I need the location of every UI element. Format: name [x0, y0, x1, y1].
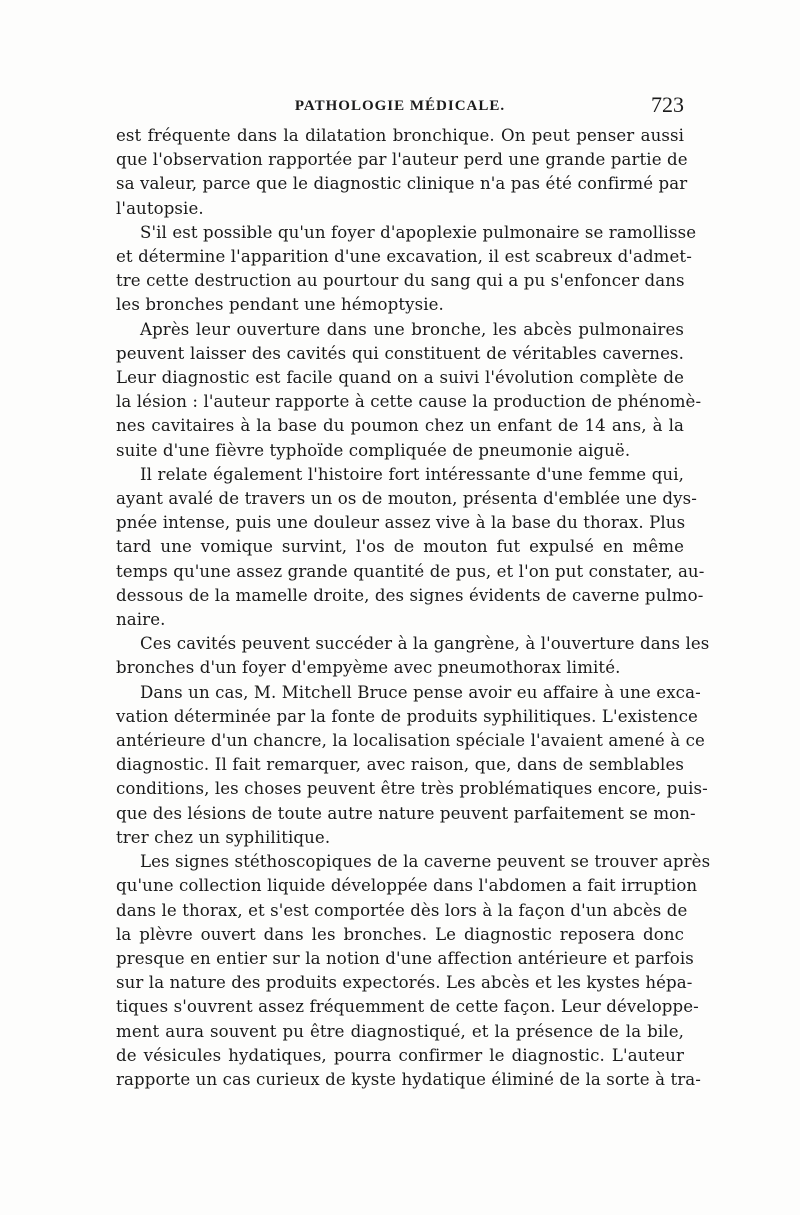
- text-line: dessous de la mamelle droite, des signes évidents de caverne pulmo-: [116, 585, 704, 605]
- text-line: Il relate également l'histoire fort intéressante d'une femme qui,: [140, 464, 684, 484]
- text-line: suite d'une fièvre typhoïde compliquée de pneumonie aiguë.: [116, 440, 631, 460]
- text-line: pnée intense, puis une douleur assez vive à la base du thorax. Plus: [116, 513, 686, 533]
- text-line: presque en entier sur la notion d'une affection antérieure et parfois: [116, 948, 694, 968]
- text-line: Ces cavités peuvent succéder à la gangrène, à l'ouverture dans les: [140, 634, 710, 654]
- text-line: sa valeur, parce que le diagnostic clinique n'a pas été confirmé par: [116, 174, 688, 194]
- paragraph-4: [116, 463, 705, 632]
- text-line: temps qu'une assez grande quantité de pus, et l'on put constater, au-: [116, 561, 705, 581]
- text-line: bronches d'un foyer d'empyème avec pneumothorax limité.: [116, 658, 621, 678]
- text-line: ment aura souvent pu être diagnostiqué, et la présence de la bile,: [116, 1021, 684, 1041]
- text-line: tre cette destruction au pourtour du sang qui a pu s'enfoncer dans: [116, 271, 685, 291]
- page-number: 723: [651, 92, 684, 117]
- text-line: diagnostic. Il fait remarquer, avec raison, que, dans de semblables: [116, 755, 684, 775]
- text-line: qu'une collection liquide développée dans l'abdomen a fait irruption: [116, 876, 698, 896]
- text-line: ayant avalé de travers un os de mouton, présenta d'emblée une dys-: [116, 489, 697, 509]
- text-line: l'autopsie.: [116, 198, 204, 218]
- text-line: Leur diagnostic est facile quand on a suivi l'évolution complète de: [116, 368, 684, 388]
- text-line: est fréquente dans la dilatation bronchique. On peut penser aussi: [116, 126, 684, 145]
- text-line: que l'observation rapportée par l'auteur perd une grande partie de: [116, 150, 688, 170]
- paragraph-7: [116, 850, 711, 1092]
- text-line: tiques s'ouvrent assez fréquemment de cette façon. Leur développe-: [116, 997, 699, 1017]
- text-line: nes cavitaires à la base du poumon chez un enfant de 14 ans, à la: [116, 416, 684, 436]
- text-line: de vésicules hydatiques, pourra confirmer le diagnostic. L'auteur: [116, 1045, 684, 1065]
- paragraph-2: [116, 221, 697, 318]
- paragraph-5: [116, 632, 710, 680]
- paragraph-3: [116, 318, 702, 463]
- text-line: que des lésions de toute autre nature peuvent parfaitement se mon-: [116, 803, 696, 823]
- text-line: conditions, les choses peuvent être très problématiques encore, puis-: [116, 779, 708, 799]
- paragraph-6: [116, 681, 708, 850]
- text-line: dans le thorax, et s'est comportée dès lors à la façon d'un abcès de: [116, 900, 688, 920]
- text-line: la lésion : l'auteur rapporte à cette cause la production de phénomè-: [116, 392, 702, 412]
- text-line: la plèvre ouvert dans les bronches. Le diagnostic reposera donc: [116, 924, 684, 944]
- text-line: rapporte un cas curieux de kyste hydatique éliminé de la sorte à tra-: [116, 1069, 701, 1089]
- text-line: les bronches pendant une hémoptysie.: [116, 295, 444, 315]
- text-line: trer chez un syphilitique.: [116, 827, 331, 847]
- text-line: S'il est possible qu'un foyer d'apoplexie pulmonaire se ramollisse: [140, 222, 697, 242]
- text-line: Les signes stéthoscopiques de la caverne peuvent se trouver après: [140, 852, 711, 872]
- text-line: antérieure d'un chancre, la localisation spéciale l'avaient amené à ce: [116, 731, 705, 751]
- running-head: PATHOLOGIE MÉDICALE.: [294, 98, 506, 114]
- text-line: peuvent laisser des cavités qui constituent de véritables cavernes.: [116, 343, 684, 363]
- text-line: et détermine l'apparition d'une excavation, il est scabreux d'admet-: [116, 247, 692, 267]
- page-header: [116, 92, 684, 120]
- body-text: [116, 124, 711, 1092]
- text-line: tard une vomique survint, l'os de mouton fut expulsé en même: [116, 537, 684, 557]
- text-line: sur la nature des produits expectorés. Les abcès et les kystes hépa-: [116, 973, 693, 993]
- text-line: Après leur ouverture dans une bronche, les abcès pulmonaires: [140, 319, 684, 339]
- text-line: Dans un cas, M. Mitchell Bruce pense avoir eu affaire à une exca-: [140, 682, 701, 702]
- text-line: naire.: [116, 610, 166, 630]
- text-line: vation déterminée par la fonte de produits syphilitiques. L'existence: [116, 706, 698, 726]
- paragraph-1: [116, 124, 688, 221]
